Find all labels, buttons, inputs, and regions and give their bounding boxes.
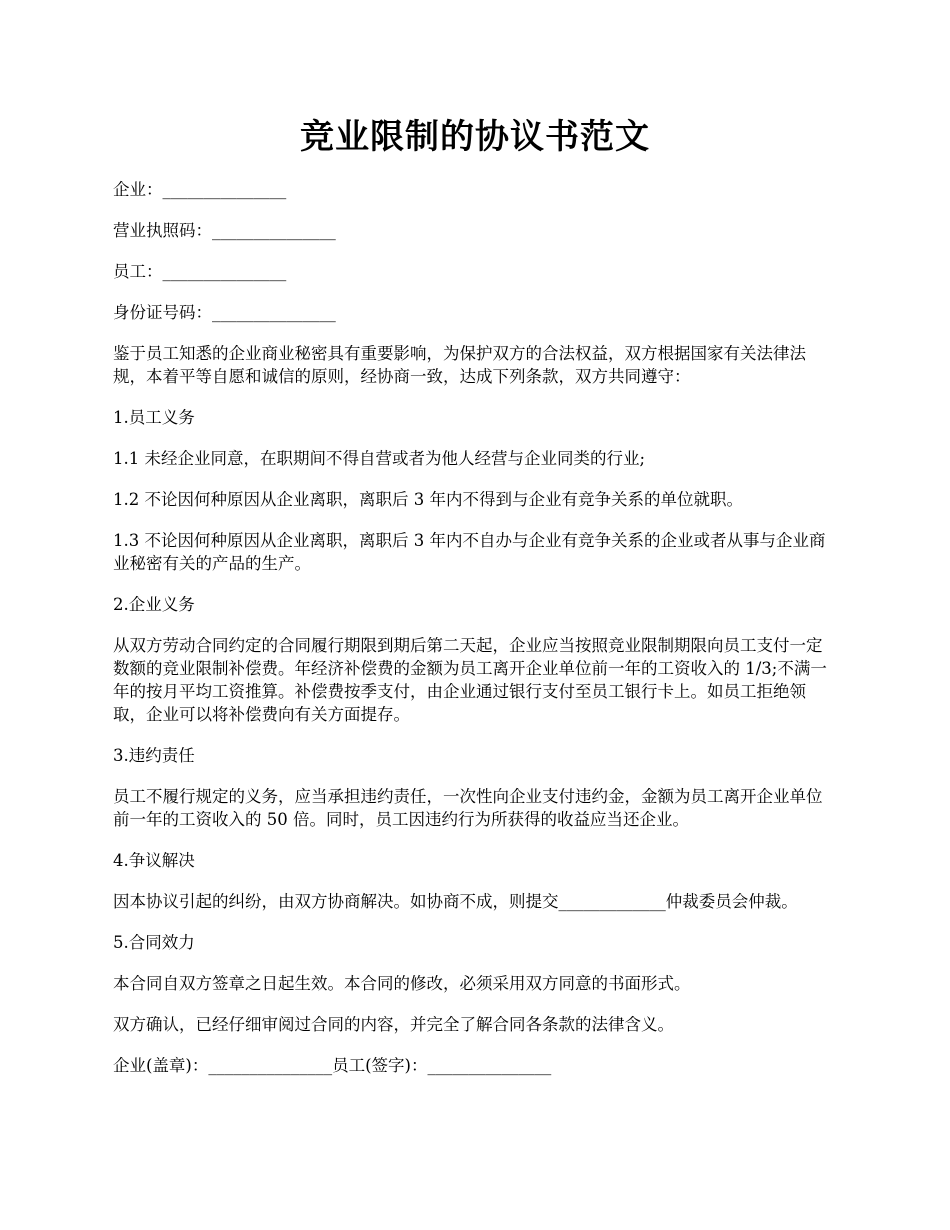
employee-field: 员工：_______________ — [113, 262, 287, 281]
liability-paragraph: 员工不履行规定的义务，应当承担违约责任，一次性向企业支付违约金，金额为员工离开企业单位前一年的工资收入的 50 倍。同时，员工因违约行为所获得的收益应当还企业。 — [113, 787, 823, 829]
preamble-paragraph: 鉴于员工知悉的企业商业秘密具有重要影响，为保护双方的合法权益，双方根据国家有关法律法规，本着平等自愿和诚信的原则，经协商一致，达成下列条款，双方共同遵守： — [113, 344, 806, 386]
section-heading-employee-duties: 1.员工义务 — [113, 408, 195, 427]
section-heading-dispute: 4.争议解决 — [113, 851, 195, 870]
validity-paragraph: 本合同自双方签章之日起生效。本合同的修改，必须采用双方同意的书面形式。 — [113, 974, 691, 993]
clause-1-1: 1.1 未经企业同意，在职期间不得自营或者为他人经营与企业同类的行业; — [113, 449, 646, 468]
id-number-field: 身份证号码：_______________ — [113, 303, 336, 322]
company-duties-paragraph: 从双方劳动合同约定的合同履行期限到期后第二天起，企业应当按照竞业限制期限向员工支付一定数额的竞业限制补偿费。年经济补偿费的金额为员工离开企业单位前一年的工资收入的 1/3;不满一年的按月平均工资推算。补偿费按季支付，由企业通过银行支付至员工银行卡上。如员工拒绝领取，企业可以将补偿费向有关方面提存。 — [113, 636, 827, 724]
section-heading-company-duties: 2.企业义务 — [113, 595, 195, 614]
document-page — [113, 112, 837, 1095]
signature-line: 企业(盖章)：_______________员工(签字)：_______________ — [113, 1056, 552, 1075]
section-heading-validity: 5.合同效力 — [113, 933, 195, 952]
document-title: 竞业限制的协议书范文 — [300, 117, 650, 157]
clause-1-3: 1.3 不论因何种原因从企业离职，离职后 3 年内不自办与企业有竞争关系的企业或者从事与企业商业秘密有关的产品的生产。 — [113, 531, 826, 573]
section-heading-liability: 3.违约责任 — [113, 746, 195, 765]
company-field: 企业：_______________ — [113, 180, 287, 199]
clause-1-2: 1.2 不论因何种原因从企业离职，离职后 3 年内不得到与企业有竞争关系的单位就职。 — [113, 490, 743, 509]
dispute-paragraph: 因本协议引起的纠纷，由双方协商解决。如协商不成，则提交_____________仲裁委员会仲裁。 — [113, 892, 798, 911]
confirmation-paragraph: 双方确认，已经仔细审阅过合同的内容，并完全了解合同各条款的法律含义。 — [113, 1015, 674, 1034]
business-license-field: 营业执照码：_______________ — [113, 221, 336, 240]
